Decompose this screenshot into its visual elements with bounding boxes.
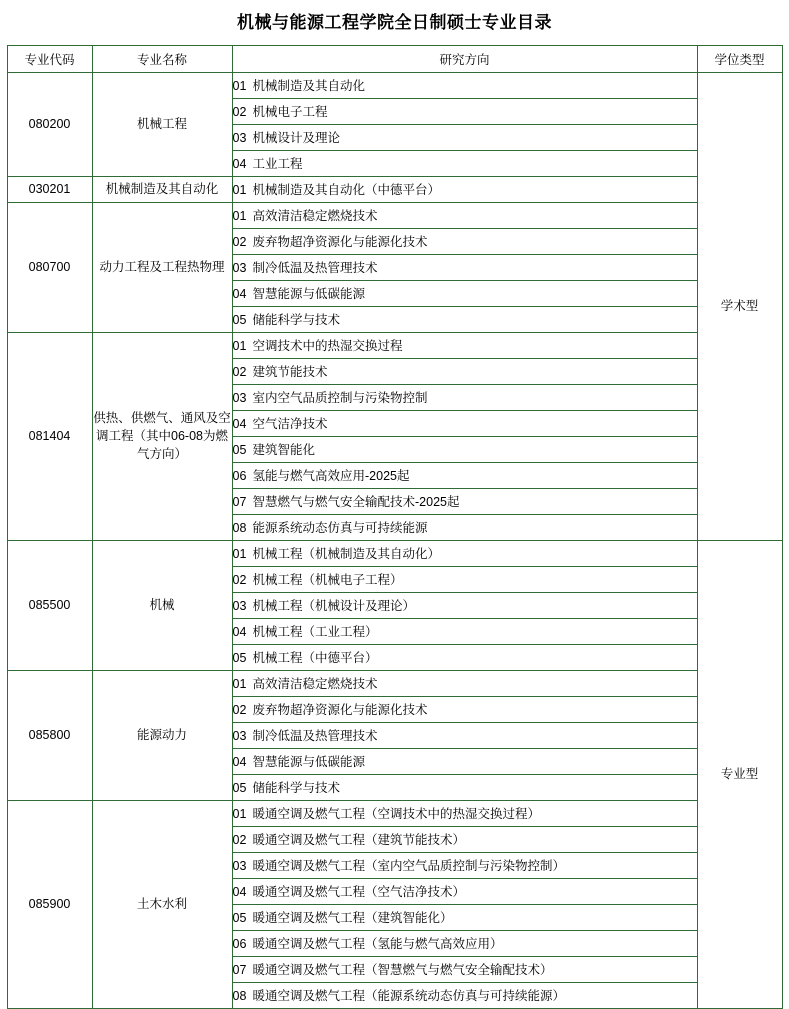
major-name: 供热、供燃气、通风及空调工程（其中06-08为燃气方向）	[92, 332, 232, 540]
research-direction	[232, 930, 697, 956]
direction-text: 空调技术中的热湿交换过程	[252, 339, 403, 353]
direction-text: 机械电子工程	[252, 105, 328, 119]
direction-number: 03	[232, 729, 247, 743]
direction-number: 02	[232, 703, 247, 717]
research-direction	[232, 540, 697, 566]
research-direction	[232, 644, 697, 670]
direction-number: 03	[232, 391, 247, 405]
direction-text: 暖通空调及燃气工程（空气洁净技术）	[252, 885, 466, 899]
direction-text: 工业工程	[252, 157, 303, 171]
major-name: 机械制造及其自动化	[92, 176, 232, 202]
major-catalog-table	[7, 45, 783, 1009]
direction-number: 08	[232, 521, 247, 535]
direction-number: 06	[232, 937, 247, 951]
direction-number: 06	[232, 469, 247, 483]
direction-number: 04	[232, 287, 247, 301]
direction-text: 机械制造及其自动化	[252, 79, 366, 93]
research-direction	[232, 150, 697, 176]
direction-text: 室内空气品质控制与污染物控制	[252, 391, 428, 405]
direction-text: 机械设计及理论	[252, 131, 341, 145]
direction-text: 智慧能源与低碳能源	[252, 755, 366, 769]
major-code: 080200	[7, 72, 92, 176]
direction-text: 废弃物超净资源化与能源化技术	[252, 703, 428, 717]
direction-text: 空气洁净技术	[252, 417, 328, 431]
research-direction	[232, 254, 697, 280]
direction-number: 04	[232, 157, 247, 171]
research-direction	[232, 410, 697, 436]
direction-text: 暖通空调及燃气工程（室内空气品质控制与污染物控制）	[252, 859, 566, 873]
table-row	[7, 72, 782, 98]
research-direction	[232, 436, 697, 462]
direction-number: 07	[232, 963, 247, 977]
direction-number: 02	[232, 365, 247, 379]
research-direction	[232, 878, 697, 904]
table-row	[7, 176, 782, 202]
research-direction	[232, 72, 697, 98]
research-direction	[232, 332, 697, 358]
direction-number: 02	[232, 235, 247, 249]
degree-type: 专业型	[697, 540, 782, 1008]
major-code: 030201	[7, 176, 92, 202]
research-direction	[232, 228, 697, 254]
direction-text: 高效清洁稳定燃烧技术	[252, 677, 378, 691]
major-name: 土木水利	[92, 800, 232, 1008]
research-direction	[232, 462, 697, 488]
direction-text: 暖通空调及燃气工程（建筑智能化）	[252, 911, 453, 925]
table-row	[7, 670, 782, 696]
major-name: 能源动力	[92, 670, 232, 800]
column-header-direction: 研究方向	[232, 45, 697, 72]
degree-type: 学术型	[697, 72, 782, 540]
direction-text: 氢能与燃气高效应用-2025起	[252, 469, 410, 483]
research-direction	[232, 696, 697, 722]
direction-text: 机械工程（机械电子工程）	[252, 573, 403, 587]
direction-number: 05	[232, 443, 247, 457]
research-direction	[232, 618, 697, 644]
direction-number: 05	[232, 651, 247, 665]
direction-text: 机械制造及其自动化（中德平台）	[252, 183, 441, 197]
major-code: 085500	[7, 540, 92, 670]
research-direction	[232, 488, 697, 514]
research-direction	[232, 748, 697, 774]
direction-number: 02	[232, 105, 247, 119]
direction-text: 智慧能源与低碳能源	[252, 287, 366, 301]
research-direction	[232, 358, 697, 384]
direction-text: 暖通空调及燃气工程（建筑节能技术）	[252, 833, 466, 847]
page-title	[0, 0, 789, 45]
direction-text: 暖通空调及燃气工程（空调技术中的热湿交换过程）	[252, 807, 541, 821]
table-row	[7, 202, 782, 228]
research-direction	[232, 800, 697, 826]
research-direction	[232, 774, 697, 800]
direction-text: 建筑节能技术	[252, 365, 328, 379]
direction-text: 机械工程（中德平台）	[252, 651, 378, 665]
direction-text: 储能科学与技术	[252, 781, 341, 795]
direction-number: 05	[232, 911, 247, 925]
direction-text: 储能科学与技术	[252, 313, 341, 327]
direction-number: 03	[232, 261, 247, 275]
direction-number: 04	[232, 755, 247, 769]
research-direction	[232, 280, 697, 306]
research-direction	[232, 982, 697, 1008]
table-header-row	[7, 45, 782, 72]
research-direction	[232, 124, 697, 150]
direction-number: 03	[232, 131, 247, 145]
direction-number: 01	[232, 547, 247, 561]
research-direction	[232, 98, 697, 124]
research-direction	[232, 592, 697, 618]
direction-number: 02	[232, 833, 247, 847]
direction-number: 07	[232, 495, 247, 509]
major-code: 085800	[7, 670, 92, 800]
research-direction	[232, 852, 697, 878]
direction-number: 05	[232, 781, 247, 795]
direction-number: 05	[232, 313, 247, 327]
direction-text: 机械工程（工业工程）	[252, 625, 378, 639]
research-direction	[232, 306, 697, 332]
direction-text: 制冷低温及热管理技术	[252, 729, 378, 743]
column-header-name: 专业名称	[92, 45, 232, 72]
direction-number: 01	[232, 79, 247, 93]
direction-number: 04	[232, 625, 247, 639]
research-direction	[232, 904, 697, 930]
direction-text: 制冷低温及热管理技术	[252, 261, 378, 275]
research-direction	[232, 670, 697, 696]
direction-text: 机械工程（机械设计及理论）	[252, 599, 416, 613]
major-code: 080700	[7, 202, 92, 332]
direction-number: 02	[232, 573, 247, 587]
research-direction	[232, 176, 697, 202]
direction-text: 建筑智能化	[252, 443, 316, 457]
direction-number: 04	[232, 417, 247, 431]
major-name: 机械工程	[92, 72, 232, 176]
direction-number: 08	[232, 989, 247, 1003]
page-title-text: 机械与能源工程学院全日制硕士专业目录	[237, 13, 552, 32]
direction-text: 暖通空调及燃气工程（氢能与燃气高效应用）	[252, 937, 503, 951]
direction-number: 01	[232, 807, 247, 821]
column-header-degree-type: 学位类型	[697, 45, 782, 72]
research-direction	[232, 202, 697, 228]
table-row	[7, 332, 782, 358]
research-direction	[232, 826, 697, 852]
direction-text: 能源系统动态仿真与可持续能源	[252, 521, 428, 535]
direction-text: 高效清洁稳定燃烧技术	[252, 209, 378, 223]
direction-number: 03	[232, 599, 247, 613]
research-direction	[232, 722, 697, 748]
direction-text: 暖通空调及燃气工程（智慧燃气与燃气安全输配技术）	[252, 963, 553, 977]
table-body	[7, 72, 782, 1008]
research-direction	[232, 514, 697, 540]
column-header-code: 专业代码	[7, 45, 92, 72]
table-row	[7, 540, 782, 566]
research-direction	[232, 566, 697, 592]
direction-number: 03	[232, 859, 247, 873]
direction-text: 智慧燃气与燃气安全输配技术-2025起	[252, 495, 460, 509]
major-code: 081404	[7, 332, 92, 540]
direction-text: 废弃物超净资源化与能源化技术	[252, 235, 428, 249]
direction-number: 01	[232, 183, 247, 197]
major-name: 机械	[92, 540, 232, 670]
table-row	[7, 800, 782, 826]
direction-text: 暖通空调及燃气工程（能源系统动态仿真与可持续能源）	[252, 989, 566, 1003]
direction-number: 01	[232, 677, 247, 691]
major-name: 动力工程及工程热物理	[92, 202, 232, 332]
research-direction	[232, 384, 697, 410]
table-header	[7, 45, 782, 72]
major-code: 085900	[7, 800, 92, 1008]
direction-number: 04	[232, 885, 247, 899]
direction-number: 01	[232, 209, 247, 223]
direction-number: 01	[232, 339, 247, 353]
direction-text: 机械工程（机械制造及其自动化）	[252, 547, 441, 561]
research-direction	[232, 956, 697, 982]
